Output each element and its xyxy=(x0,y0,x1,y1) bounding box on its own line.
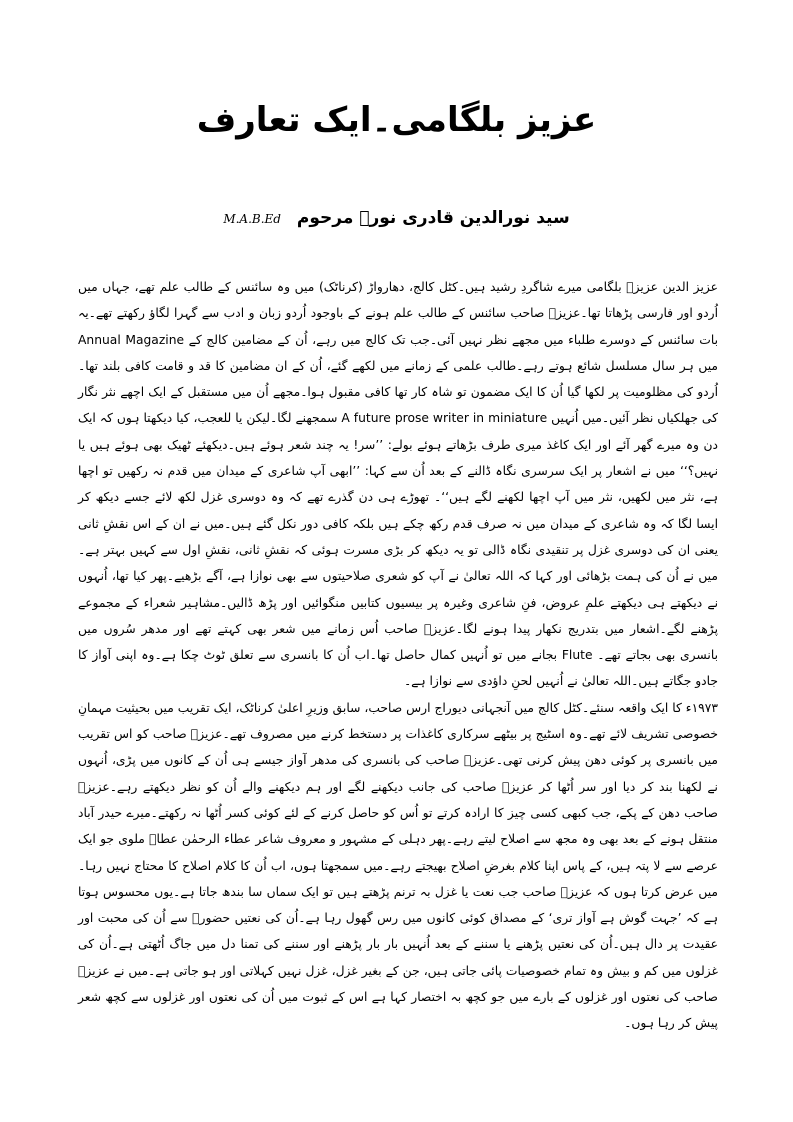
paragraph-2: ۱۹۷۳ء کا ایک واقعہ سنئے۔کٹل کالج میں آنجہانی دیوراج ارس صاحب، سابق وزیرِ اعلیٰ کرناٹک، ایک تقریب میں بحیثیت مہمانِ خصوصی تشریف لائے تھے۔وہ اسٹیج پر بیٹھے سرکاری کاغذات پر دستخط کرنے میں مصروف تھے۔عزیزؔ صاحب کو اس تقریب میں بانسری پر کوئی دھن پیش کرنی تھی۔عزیزؔ صاحب کی بانسری کی مدھر آواز جیسے ہی اُن کے کانوں میں پڑی، اُنہوں نے لکھنا بند کر دیا اور سر اُٹھا کر عزیزؔ صاحب کی جانب دیکھنے لگے اور ہم دیکھنے والے اُن کو نظر دیکھتے رہے۔عزیزؔ صاحب دھن کے پکے، جب کبھی کسی چیز کا ارادہ کرتے تو اُس کو حاصل کرنے کے لئے کوئی کسر اُٹھا نہ رکھتے۔میرے حیدر آباد منتقل ہونے کے بعد بھی وہ مجھ سے اصلاح لیتے رہے۔پھر دہلی کے مشہور و معروف شاعر عطاء الرحمٰن عطاؔ ملوی جو ایک عرصے سے لا پتہ ہیں، کے پاس اپنا کلام بغرضِ اصلاح بھیجتے رہے۔میں سمجھتا ہوں، اب اُن کا کلام اصلاح کا محتاج نہیں رہا۔میں عرض کرتا ہوں کہ عزیزؔ صاحب جب نعت یا غزل بہ ترنم پڑھتے ہیں تو ایک سماں سا بندھ جاتا ہے۔یوں محسوس ہوتا ہے کہ ’جہت گوش ہے آواز تری‘ کے مصداق کوئی کانوں میں رس گھول رہا ہے۔اُن کی نعتیں حضورؐ سے اُن کی محبت اور عقیدت پر دال ہیں۔اُن کی نعتیں پڑھنے یا سننے کے بعد اُنہیں بار بار پڑھنے اور سننے کی تمنا دل میں جاگ اُٹھتی ہے۔اُن کی غزلوں میں کم و بیش وہ تمام خصوصیات پائی جاتی ہیں، جن کے بغیر غزل، غزل نہیں کہلاتی اور ہو جاتی ہے۔میں نے عزیزؔ صاحب کی نعتوں اور غزلوں کے بارے میں جو کچھ بہ اختصار کہا ہے اس کے ثبوت میں اُن کی نعتوں اور غزلوں سے کچھ شعر پیش کر رہا ہوں۔ xyxy=(78,700,718,1031)
article-body xyxy=(78,274,718,1037)
author-degree: M.A.B.Ed xyxy=(223,212,281,226)
author-name: سید نورالدین قادری نورؔ مرحوم xyxy=(296,208,570,228)
page-title: عزیز بلگامی۔ایک تعارف xyxy=(196,100,597,140)
author-line xyxy=(200,208,593,228)
paragraph-1: عزیز الدین عزیزؔ بلگامی میرے شاگردِ رشید ہیں۔کٹل کالج، دھارواڑ (کرناٹک) میں وہ سائنس کے طالب علم تھے، جہاں میں اُردو اور فارسی پڑھاتا تھا۔عزیزؔ صاحب سائنس کے طالب علم ہونے کے باوجود اُردو زبان و ادب سے گہرا لگاؤ رکھتے تھے۔یہ بات سائنس کے دوسرے طلباء میں مجھے نظر نہیں آئی۔جب تک کالج میں رہے، اُن کے مضامین کالج کے Annual Magazine میں ہر سال مسلسل شائع ہوتے رہے۔طالب علمی کے زمانے میں لکھے گئے، اُن کے ان مضامین کا قد و قامت کافی بلند تھا۔اُردو کی مظلومیت پر لکھا گیا اُن کا ایک مضمون تو شاہ کار تھا کافی مقبول ہوا۔مجھے اُن میں مستقبل کے ایک اچھے نثر نگار کی جھلکیاں نظر آئیں۔میں اُنہیں A future prose writer in miniature سمجھنے لگا۔لیکن یا للعجب، کیا دیکھتا ہوں کہ ایک دن وہ میرے گھر آئے اور ایک کاغذ میری طرف بڑھاتے ہوئے بولے: ’’سر! یہ چند شعر ہوئے ہیں۔دیکھئے ٹھیک بھی ہوئے ہیں یا نہیں؟‘‘ میں نے اشعار پر ایک سرسری نگاہ ڈالنے کے بعد اُن سے کہا: ’’ابھی آپ شاعری کے میدان میں قدم نہ رکھیں تو اچھا ہے، نثر میں لکھیں، نثر میں آپ اچھا لکھنے لگے ہیں‘‘۔ تھوڑے ہی دن گذرے تھے کہ وہ دوسری غزل لکھ لائے جسے دیکھ کر ایسا لگا کہ وہ شاعری کے میدان میں نہ صرف قدم رکھ چکے ہیں بلکہ کافی دور نکل گئے ہیں۔میں نے ان کے اس نقشِ ثانی یعنی ان کی دوسری غزل پر تنقیدی نگاہ ڈالی تو یہ دیکھ کر بڑی مسرت ہوئی کہ نقشِ ثانی، نقشِ اول سے کہیں بہتر ہے۔میں نے اُن کی ہمت بڑھائی اور کہا کہ اللہ تعالیٰ نے آپ کو شعری صلاحیتوں سے بھی نوازا ہے، آگے بڑھیے۔پھر کیا تھا، اُنہوں نے دیکھتے ہی دیکھتے علمِ عروض، فنِ شاعری وغیرہ پر بیسیوں کتابیں منگوائیں اور پڑھ ڈالیں۔مشاہیر شعراء کے مجموعے پڑھنے لگے۔اشعار میں بتدریج نکھار پیدا ہونے لگا۔عزیزؔ صاحب اُس زمانے میں شعر بھی کہتے تھے اور مدھر سُروں میں بانسری بھی بجاتے تھے۔ Flute بجانے میں تو اُنہیں کمال حاصل تھا۔اب اُن کا بانسری سے تعلق ٹوٹ چکا ہے۔وہ اپنی آواز کا جادو جگاتے ہیں۔اللہ تعالیٰ نے اُنہیں لحنِ داؤدی سے نوازا ہے۔ xyxy=(78,280,719,689)
